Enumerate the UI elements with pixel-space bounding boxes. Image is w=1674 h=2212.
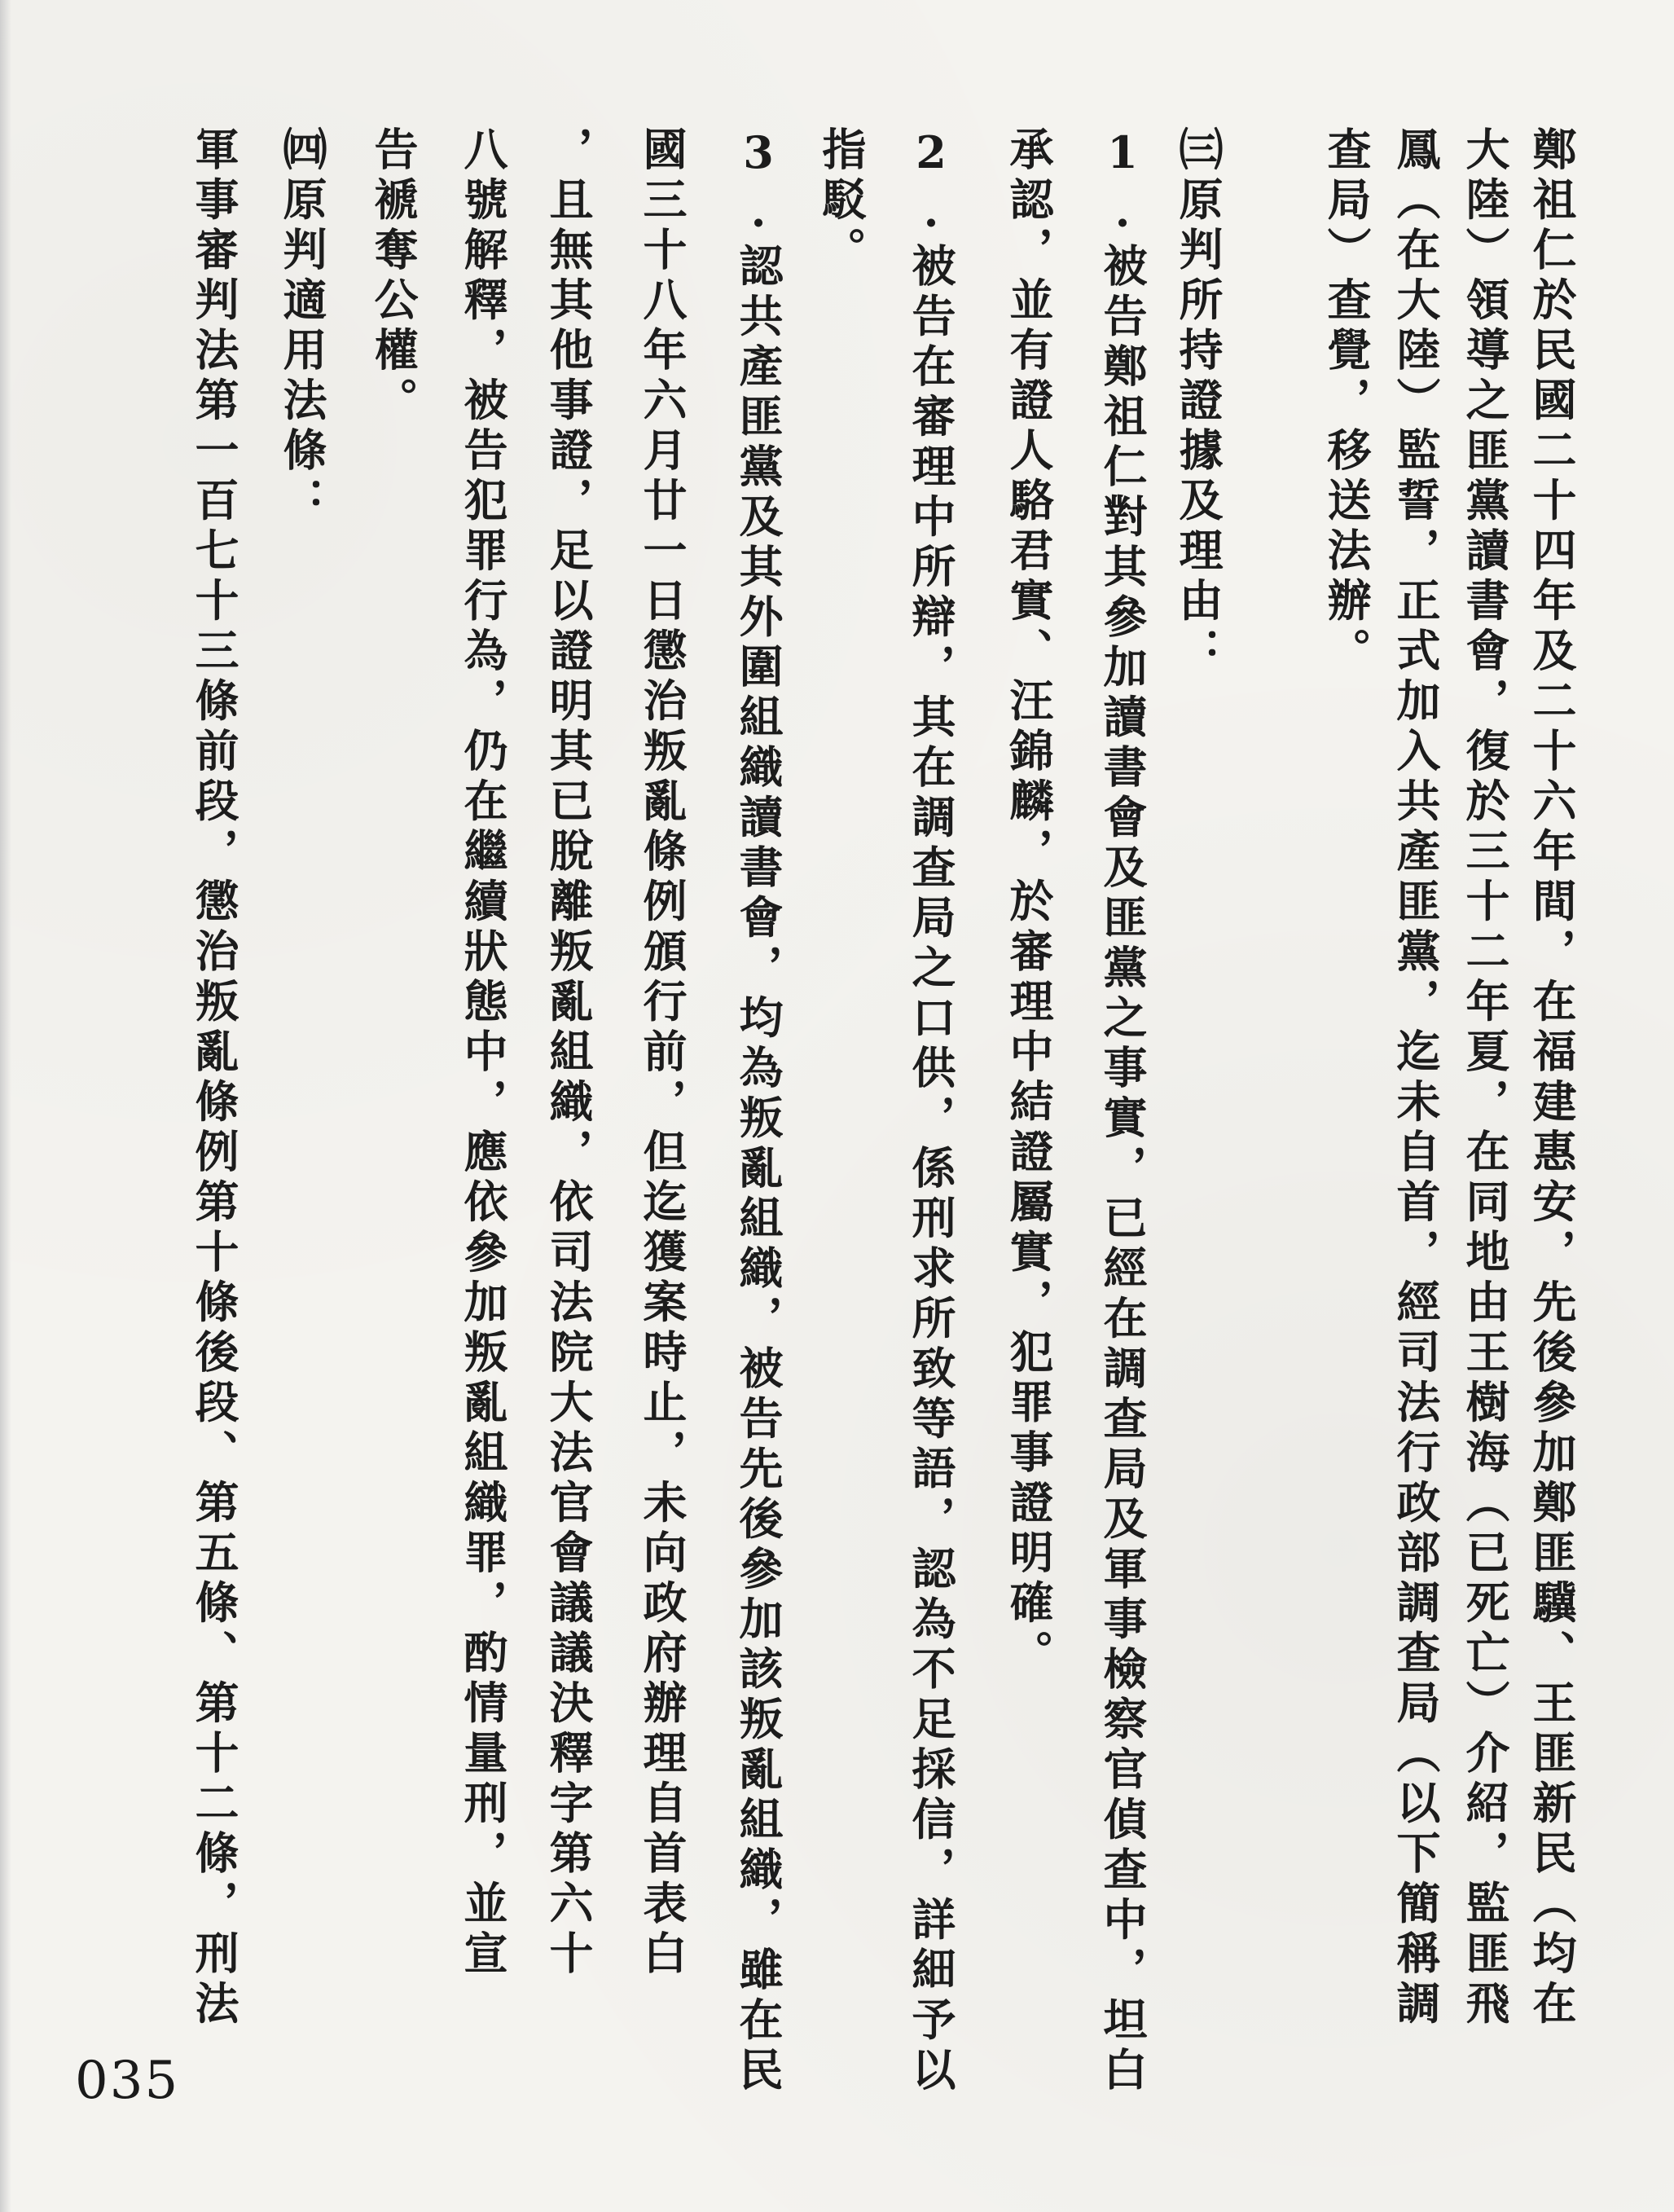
text-column-2: 大陸）領導之匪黨讀書會，復於三十二年夏，在同地由王樹海（已死亡）介紹，監匪飛 [1459,126,1511,2030]
text-column-6: 1.被告鄭祖仁對其參加讀書會及匪黨之事實，已經在調查局及軍事檢察官偵查中，坦白 [1096,126,1149,2097]
text-column-14: 告褫奪公權。 [367,126,420,427]
text-column-11: 國三十八年六月廿一日懲治叛亂條例頒行前，但迄獲案時止，未向政府辦理自首表白 [636,126,688,1981]
text-column-10: 3.認共產匪黨及其外圍組織讀書會，均為叛亂組織，被告先後參加該叛亂組織，雖在民 [732,126,784,2097]
text-column-9: 指駁。 [815,126,868,277]
text-column-7: 承認，並有證人駱君實、汪錦麟，於審理中結證屬實，犯罪事證明確。 [1003,126,1055,1680]
text-column-4: 查局）查覺，移送法辦。 [1320,126,1373,678]
section-heading-3: ㈢原判所持證據及理由： [1172,126,1224,678]
section-heading-4: ㈣原判適用法條： [276,126,328,527]
text-column-12: ，且無其他事證，足以證明其已脫離叛亂組織，依司法院大法官會議議決釋字第六十 [543,126,595,1981]
text-column-3: 鳳（在大陸）監誓，正式加入共產匪黨，迄未自首，經司法行政部調查局（以下簡稱調 [1390,126,1442,2030]
text-column-8: 2.被告在審理中所辯，其在調查局之口供，係刑求所致等語，認為不足採信，詳細予以 [905,126,957,2097]
text-column-16: 軍事審判法第一百七十三條前段，懲治叛亂條例第十條後段、第五條、第十二條，刑法 [188,126,240,2030]
page-number: 035 [75,2051,180,2111]
scan-edge-shadow [0,0,11,2212]
text-column-13: 八號解釋，被告犯罪行為，仍在繼續狀態中，應依參加叛亂組織罪，酌情量刑，並宣 [457,126,509,1981]
text-column-1: 鄭祖仁於民國二十四年及二十六年間，在福建惠安，先後參加鄭匪驥、王匪新民（均在 [1526,126,1578,2030]
